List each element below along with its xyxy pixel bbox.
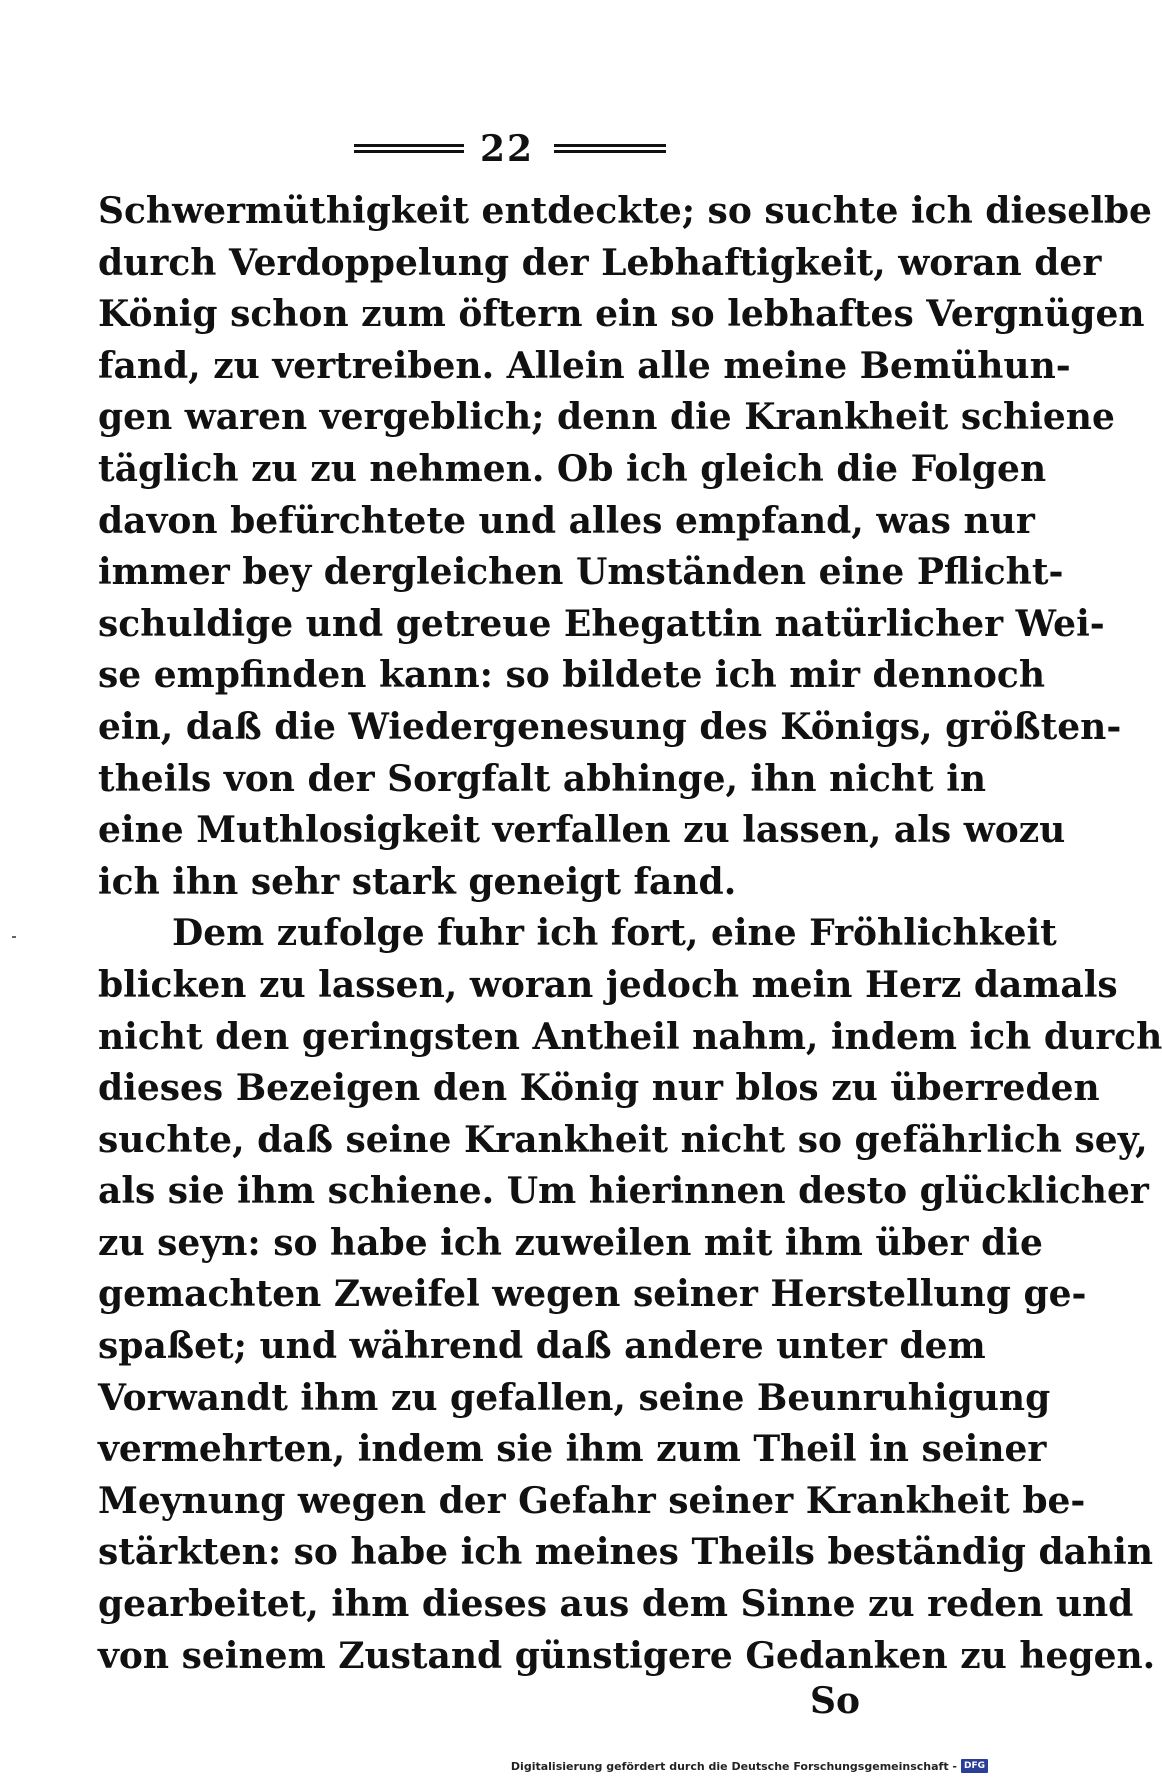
credit-text: Digitalisierung gefördert durch die Deutsche Forschungsgemeinschaft - bbox=[510, 1759, 957, 1773]
text-line: immer bey dergleichen Umständen eine Pflicht- bbox=[98, 551, 1064, 594]
text-line: gemachten Zweifel wegen seiner Herstellung ge- bbox=[98, 1273, 1087, 1316]
text-line: ich ihn sehr stark geneigt fand. bbox=[98, 860, 737, 903]
text-line: Schwermüthigkeit entdeckte; so suchte ich dieselbe bbox=[98, 190, 1152, 232]
margin-mark bbox=[12, 936, 16, 938]
digitization-credit bbox=[511, 1759, 988, 1773]
header-rule-left bbox=[354, 144, 464, 156]
text-line: Dem zufolge fuhr ich fort, eine Fröhlichkeit bbox=[172, 912, 1057, 955]
text-line: eine Muthlosigkeit verfallen zu lassen, als wozu bbox=[98, 809, 1066, 852]
text-line: König schon zum öftern ein so lebhaftes Vergnügen bbox=[98, 293, 1145, 336]
rule-line bbox=[354, 144, 464, 147]
text-line: fand, zu vertreiben. Allein alle meine Bemühun- bbox=[98, 344, 1071, 387]
text-line: von seinem Zustand günstigere Gedanken zu hegen. bbox=[98, 1634, 1156, 1677]
text-line: dieses Bezeigen den König nur blos zu überreden bbox=[98, 1067, 1100, 1110]
text-line: se empfinden kann: so bildete ich mir dennoch bbox=[98, 654, 1046, 697]
text-line: blicken zu lassen, woran jedoch mein Herz damals bbox=[98, 963, 1118, 1006]
text-line: Vorwandt ihm zu gefallen, seine Beunruhigung bbox=[98, 1376, 1051, 1419]
paragraph-1 bbox=[98, 186, 1152, 908]
text-line: nicht den geringsten Antheil nahm, indem ich durch bbox=[98, 1015, 1162, 1058]
header-rule-right bbox=[554, 144, 666, 156]
text-line: schuldige und getreue Ehegattin natürlicher Wei- bbox=[98, 602, 1105, 645]
text-line: zu seyn: so habe ich zuweilen mit ihm über die bbox=[98, 1221, 1043, 1264]
text-line: stärkten: so habe ich meines Theils beständig dahin bbox=[98, 1531, 1154, 1574]
text-line: täglich zu zu nehmen. Ob ich gleich die Folgen bbox=[98, 447, 1047, 490]
rule-line bbox=[554, 144, 666, 147]
text-line: gen waren vergeblich; denn die Krankheit schiene bbox=[98, 396, 1115, 439]
text-line: ein, daß die Wiedergenesung des Königs, größten- bbox=[98, 705, 1122, 748]
text-line: Meynung wegen der Gefahr seiner Krankheit be- bbox=[98, 1479, 1086, 1522]
paragraph-2 bbox=[98, 908, 1162, 1682]
catchword: So bbox=[810, 1680, 861, 1722]
rule-line bbox=[554, 150, 666, 153]
text-line: suchte, daß seine Krankheit nicht so gefährlich sey, bbox=[98, 1118, 1148, 1161]
text-line: gearbeitet, ihm dieses aus dem Sinne zu reden und bbox=[98, 1583, 1134, 1626]
text-line: spaßet; und während daß andere unter dem bbox=[98, 1325, 986, 1368]
text-line: durch Verdoppelung der Lebhaftigkeit, woran der bbox=[98, 241, 1102, 284]
page-number: 22 bbox=[479, 128, 535, 170]
text-line: als sie ihm schiene. Um hierinnen desto glücklicher bbox=[98, 1170, 1149, 1213]
body-text bbox=[98, 186, 1162, 1682]
rule-line bbox=[354, 150, 464, 153]
text-line: vermehrten, indem sie ihm zum Theil in seiner bbox=[98, 1428, 1047, 1471]
text-line: theils von der Sorgfalt abhinge, ihn nicht in bbox=[98, 757, 987, 800]
dfg-logo: DFG bbox=[961, 1759, 988, 1773]
page-header bbox=[0, 128, 1000, 168]
text-line: davon befürchtete und alles empfand, was nur bbox=[98, 499, 1035, 542]
